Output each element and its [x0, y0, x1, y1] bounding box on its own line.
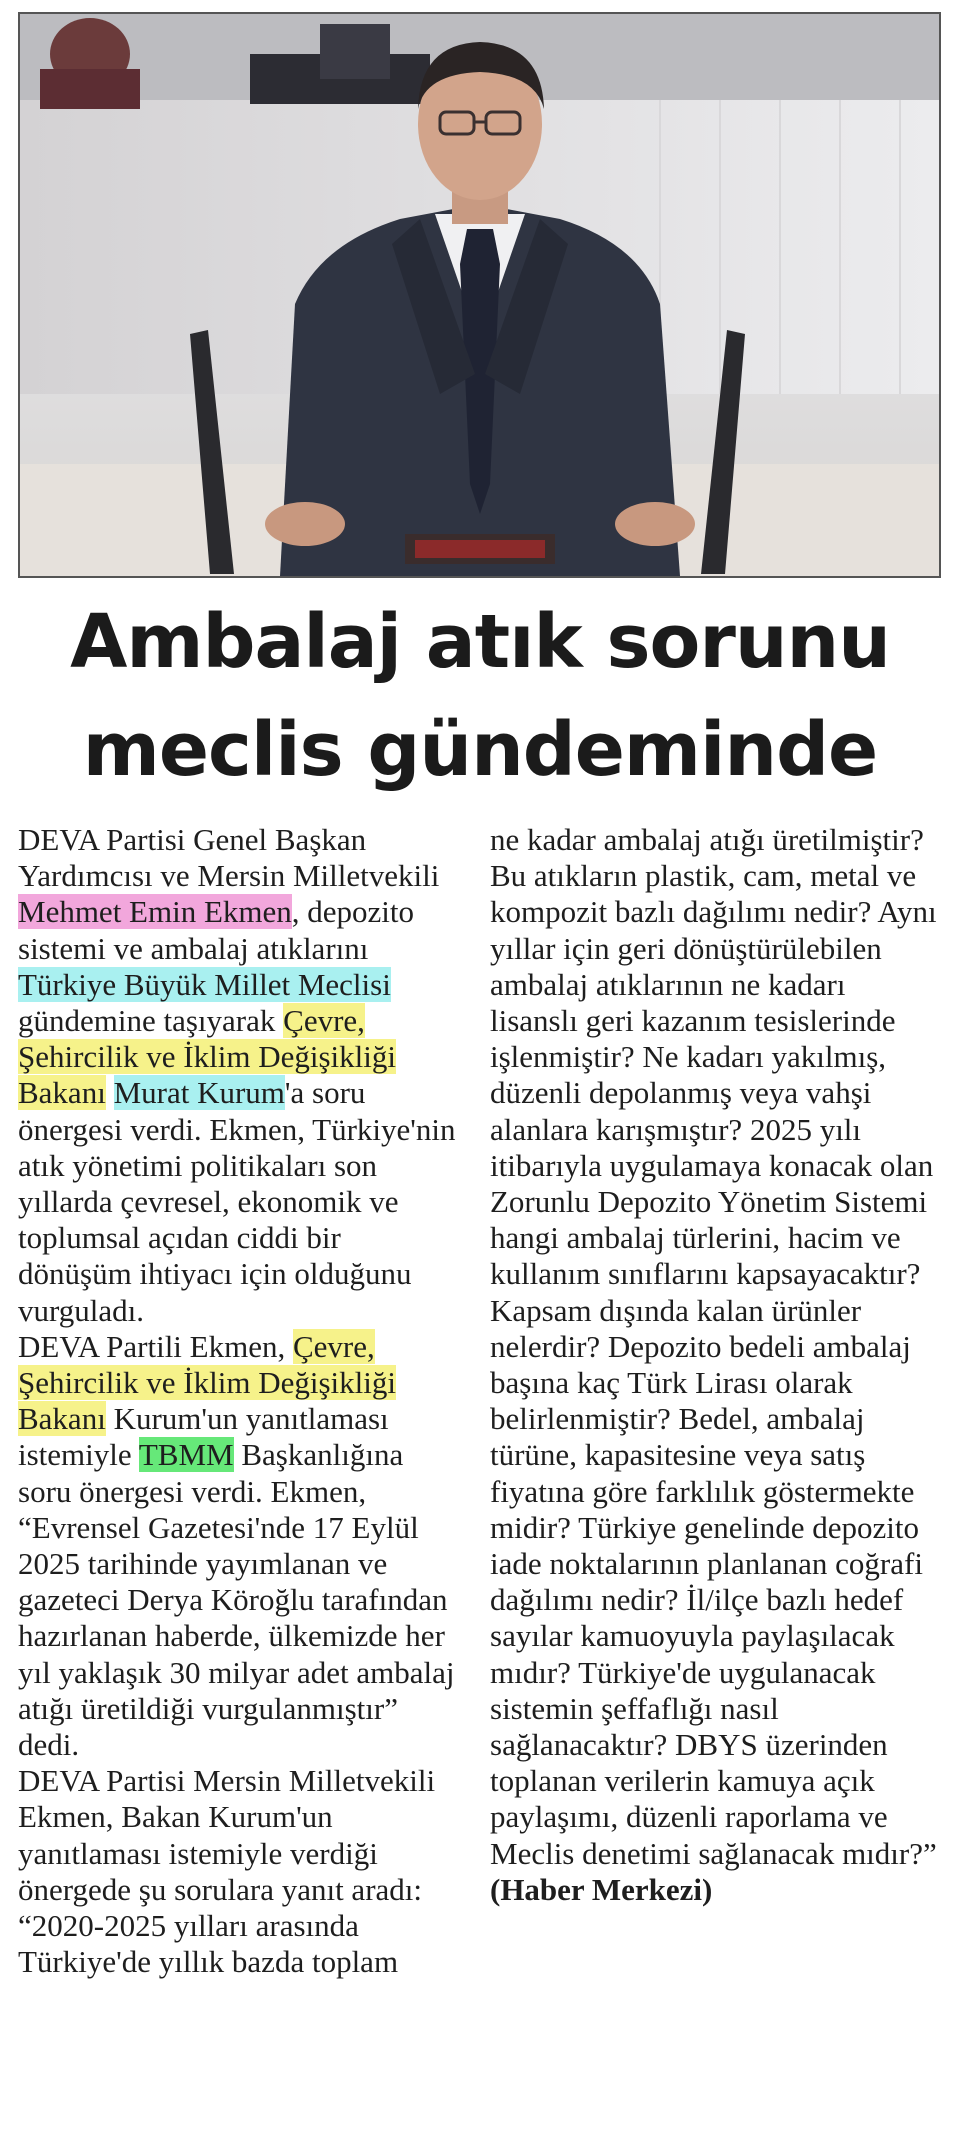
headline-line-2: meclis gündeminde	[82, 707, 878, 793]
byline: (Haber Merkezi)	[490, 1871, 713, 1907]
article-column-right	[490, 822, 940, 1908]
headline	[0, 588, 960, 804]
highlight-tbmm: TBMM	[138, 1437, 234, 1473]
article-column-left	[18, 822, 458, 1981]
text-run: Başkanlığına soru önergesi verdi. Ekmen, “Evrensel Gazetesi'nde 17 Eylül 2025 tarihinde yayımlanan ve gazeteci Derya Köroğlu tarafından hazırlanan haberde, ülkemizde her yıl yaklaşık 30 milyar adet ambalaj atığı üretildiği vurgulanmıştır” dedi.	[18, 1437, 455, 1763]
headline-line-1: Ambalaj atık sorunu	[70, 599, 890, 685]
text-run: DEVA Partili Ekmen,	[18, 1328, 293, 1364]
text-run	[106, 1075, 114, 1110]
paragraph-3: DEVA Partisi Mersin Milletvekili Ekmen, Bakan Kurum'un yanıtlaması istemiyle verdiği önergede şu sorulara yanıt aradı:	[18, 1763, 436, 1907]
highlight-person: Mehmet Emin Ekmen	[18, 894, 292, 930]
text-run: Kurum'un yanıtlaması istemiyle	[18, 1401, 389, 1473]
speaker-at-podium-photo	[20, 14, 939, 576]
text-run: gündemine taşıyarak	[18, 1003, 284, 1039]
text-run: DEVA Partisi Genel Başkan Yardımcısı ve Mersin Milletvekili	[18, 822, 440, 894]
text-run: 'a soru önergesi verdi. Ekmen, Türkiye'nin atık yönetimi politikaları son yıllarda çevresel, ekonomik ve toplumsal açıdan ciddi bir dönüşüm ihtiyacı için olduğunu vurguladı.	[18, 1075, 456, 1328]
text-run: , depozito sistemi ve ambalaj atıklarını	[18, 894, 415, 966]
highlight-ministry: Çevre, Şehircilik ve İklim Değişikliği Bakanı	[18, 1003, 396, 1111]
highlight-ministry: Çevre, Şehircilik ve İklim Değişikliği Bakanı	[18, 1328, 396, 1437]
highlight-minister: Murat Kurum	[113, 1075, 285, 1111]
paragraph-2	[18, 1329, 458, 1763]
paragraph-4-continued: ne kadar ambalaj atığı üretilmiştir? Bu atıkların plastik, cam, metal ve kompozit bazlı dağılımı nedir? Aynı yıllar için geri dönüştürülebilen ambalaj atıklarının ne kadarı lisanslı geri kazanım tesislerinde işlenmiştir? Ne kadarı yakılmış, düzenli depolanmış veya vahşi alanlara karışmıştır? 2025 yılı itibarıyla uygulamaya konacak olan Zorunlu Depozito Yönetim Sistemi hangi ambalaj türlerini, hacim ve kullanım sınıflarını kapsayacaktır? Kapsam dışında kalan ürünler nelerdir? Depozito bedeli ambalaj başına kaç Türk Lirası olarak belirlenmiştir? Bedel, ambalaj türüne, kapasitesine veya satış fiyatına göre farklılık göstermekte midir? Türkiye genelinde depozito iade noktalarının planlanan coğrafi dağılımı nedir? İl/ilçe bazlı hedef sayılar kamuoyuyla paylaşılacak mıdır? Türkiye'de uygulanacak sistemin şeffaflığı nasıl sağlanacaktır? DBYS üzerinden toplanan verilerin kamuya açık paylaşımı, düzenli raporlama ve Meclis denetimi sağlanacak mıdır?”	[490, 822, 937, 1871]
paragraph-1	[18, 822, 458, 1329]
highlight-institution: Türkiye Büyük Millet Meclisi	[18, 966, 391, 1002]
paragraph-4-start: “2020-2025 yılları arasında Türkiye'de yıllık bazda toplam	[18, 1908, 399, 1980]
article-photo	[18, 12, 941, 578]
